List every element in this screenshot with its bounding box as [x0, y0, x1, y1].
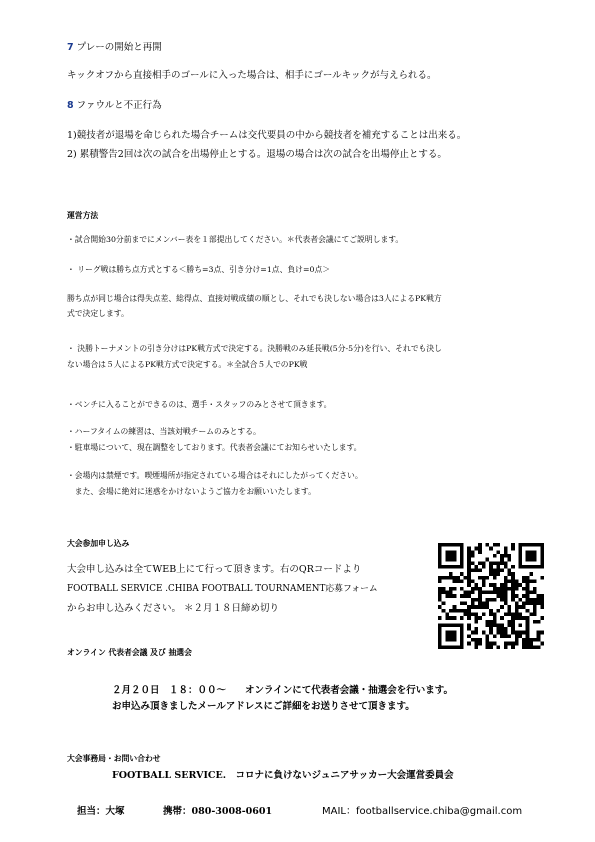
- contact-phone: 携帯：080-3008-0601: [163, 806, 273, 817]
- section-8-title: [67, 99, 162, 112]
- qr-code-icon[interactable]: [438, 543, 544, 649]
- operations-item-1: ・試合開始30分前までにメンバー表を１部提出してください。＊代表者会議にてご説明します。: [67, 235, 404, 244]
- contact-heading: 大会事務局・お問い合わせ: [67, 754, 161, 763]
- online-meeting-heading: オンライン 代表者会議 及び 抽選会: [67, 648, 192, 657]
- operations-item-3a: 勝ち点が同じ場合は得失点差、総得点、直接対戦成績の順とし、それでも決しない場合は3人によるPK戦方: [67, 294, 442, 303]
- online-meeting-line-1: ２月２０日 １８：００～ オンラインにて代表者会議・抽選会を行います。: [112, 685, 453, 696]
- entry-line-2: FOOTBALL SERVICE .CHIBA FOOTBALL TOURNAMENT応募フォーム: [67, 584, 378, 594]
- operations-item-8a: ・会場内は禁煙です。喫煙場所が指定されている場合はそれにしたがってください。: [67, 471, 363, 480]
- contact-person: 担当：大塚: [77, 806, 125, 817]
- section-8-title-text: ファウルと不正行為: [73, 100, 162, 111]
- section-8-line-1: 1)競技者が退場を命じられた場合チームは交代要員の中から競技者を補充することは出来る。: [67, 130, 467, 141]
- section-7-body: キックオフから直接相手のゴールに入った場合は、相手にゴールキックが与えられる。: [67, 70, 437, 81]
- operations-heading: 運営方法: [67, 211, 99, 220]
- operations-item-3b: 式で決定します。: [67, 309, 129, 318]
- online-meeting-line-2: お申込み頂きましたメールアドレスにご詳細をお送りさせて頂きます。: [112, 701, 415, 712]
- section-7-number: 7: [67, 42, 74, 53]
- entry-line-3: からお申し込みください。 ＊２月１８日締め切り: [67, 603, 280, 614]
- operations-item-7: ・駐車場について、現在調整をしております。代表者会議にてお知らせいたします。: [67, 443, 362, 452]
- contact-email-link[interactable]: MAIL：footballservice.chiba@gmail.com: [322, 806, 523, 817]
- contact-organization: FOOTBALL SERVICE. コロナに負けないジュニアサッカー大会運営委員会: [112, 770, 454, 781]
- section-8-line-2: 2) 累積警告2回は次の試合を出場停止とする。退場の場合は次の試合を出場停止とする。: [67, 149, 447, 160]
- operations-item-4b: ない場合は５人によるPK戦方式で決定する。＊全試合５人でのPK戦: [67, 360, 308, 369]
- section-8-number: 8: [67, 100, 74, 111]
- operations-item-4a: ・ 決勝トーナメントの引き分けはPK戦方式で決定する。決勝戦のみ延長戦(5分-5分)を行い、それでも決し: [67, 344, 442, 353]
- entry-heading: 大会参加申し込み: [67, 539, 130, 548]
- operations-item-2: ・ リーグ戦は勝ち点方式とする＜勝ち=3点、引き分け=1点、負け=0点＞: [67, 265, 331, 274]
- operations-item-6: ・ハーフタイムの練習は、当該対戦チームのみとする。: [67, 427, 261, 436]
- section-7-title-text: プレーの開始と再開: [73, 42, 162, 53]
- section-7-title: [67, 41, 162, 54]
- operations-item-8b: また、会場に絶対に迷惑をかけないようご協力をお願いいたします。: [67, 487, 316, 496]
- operations-item-5: ・ベンチに入ることができるのは、選手・スタッフのみとさせて頂きます。: [67, 400, 332, 409]
- entry-line-1: 大会申し込みは全てWEB上にて行って頂きます。右のQRコードより: [67, 564, 362, 575]
